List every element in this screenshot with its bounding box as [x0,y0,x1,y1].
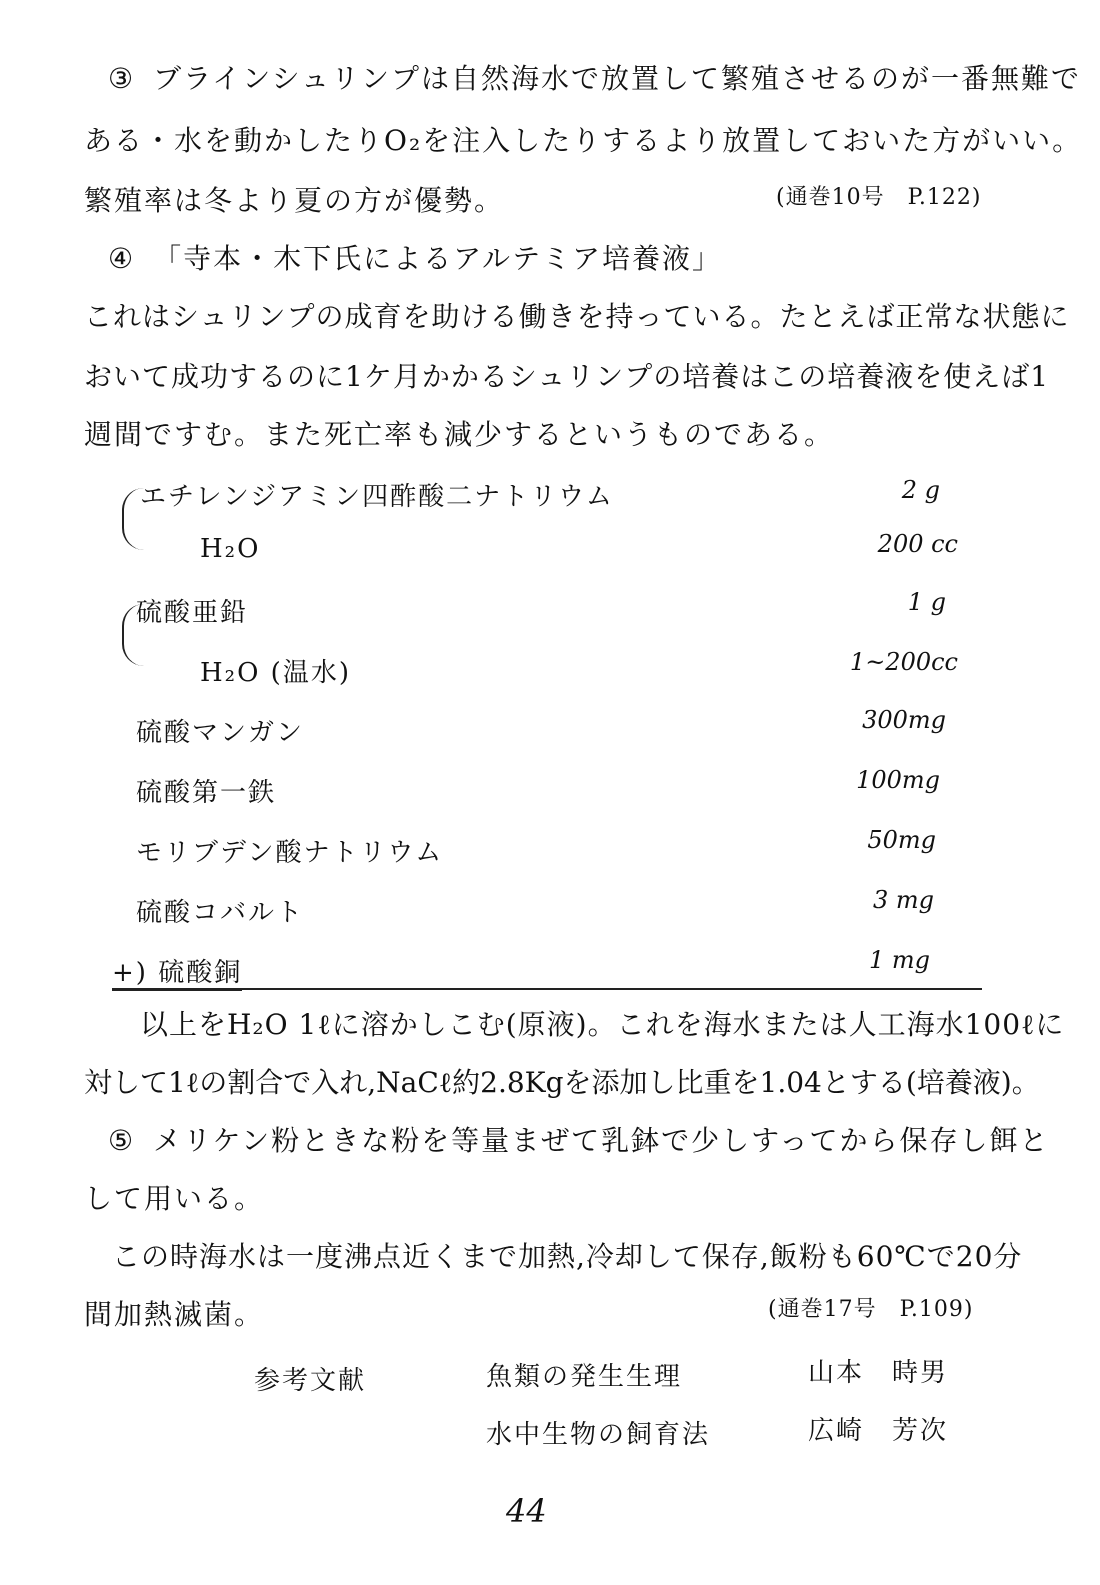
recipe-sum-rule [112,988,982,990]
recipe-item-name: +) 硫酸銅 [112,952,242,991]
recipe-item-amount: 1 g [907,588,946,616]
recipe-item-amount: 200 cc [877,530,958,558]
paragraph4-ref: (通巻17号 P.109) [768,1297,974,1322]
reference-author: 広崎 芳次 [808,1416,949,1446]
page-number: 44 [506,1492,547,1530]
paragraph1-mark: ③ [108,62,136,95]
paragraph2-line3: 週間ですむ。また死亡率も減少するというものである。 [84,418,835,451]
recipe-item-amount: 3 mg [872,886,934,914]
recipe-item-name: H₂O [200,534,261,564]
paragraph4-line1: ⑤ メリケン粉ときな粉を等量まぜて乳鉢で少しすってから保存し餌と [108,1124,1050,1157]
paragraph1-line2: ある・水を動かしたりO₂を注入したりするより放置しておいた方がいい。 [84,124,1083,157]
paragraph4-mark: ⑤ [108,1124,136,1157]
recipe-item-amount: 1 mg [868,946,930,974]
recipe-item-amount: 2 g [901,476,940,504]
paragraph4-line2: して用いる。 [84,1182,265,1215]
paragraph4-line3: この時海水は一度沸点近くまで加熱,冷却して保存,飯粉も60℃で20分 [112,1240,1023,1273]
paragraph1-ref: (通巻10号 P.122) [776,185,982,210]
recipe-item-amount: 300mg [862,706,946,734]
paragraph1-line3: 繁殖率は冬より夏の方が優勢。 [84,184,505,217]
paragraph2-mark: ④ [108,242,136,275]
recipe-item-name: 硫酸コバルト [136,898,305,928]
references-label: 参考文献 [254,1366,367,1396]
recipe-item-name: 硫酸マンガン [136,718,305,748]
paragraph2-line1: これはシュリンプの成育を助ける働きを持っている。たとえば正常な状態に [84,300,1070,333]
paragraph3-line1: 以上をH₂O 1ℓに溶かしこむ(原液)。これを海水または人工海水100ℓに [140,1008,1065,1041]
reference-title: 水中生物の飼育法 [486,1420,711,1450]
recipe-item-amount: 100mg [856,766,940,794]
recipe-item-amount: 1~200cc [849,648,958,676]
recipe-item-amount: 50mg [867,826,936,854]
paragraph3-line2: 対して1ℓの割合で入れ,NaCℓ約2.8Kgを添加し比重を1.04とする(培養液)。 [84,1066,1040,1099]
reference-author: 山本 時男 [808,1358,949,1388]
recipe-item-name: 硫酸亜鉛 [136,598,249,628]
reference-title: 魚類の発生生理 [486,1362,683,1392]
paragraph2-heading-line [108,242,722,276]
paragraph1-line1: ③ ブラインシュリンプは自然海水で放置して繁殖させるのが一番無難で [108,62,1082,95]
recipe-item-name: エチレンジアミン四酢酸二ナトリウム [140,482,614,512]
paragraph2-heading: 「寺本・木下氏によるアルテミア培養液」 [153,242,722,275]
paragraph2-line2: おいて成功するのに1ケ月かかるシュリンプの培養はこの培養液を使えば1 [84,360,1050,393]
recipe-item-name: H₂O (温水) [200,658,351,688]
recipe-item-name: 硫酸第一鉄 [136,778,277,808]
recipe-item-name: モリブデン酸ナトリウム [136,838,444,868]
paragraph4-line4: 間加熱滅菌。 [84,1298,265,1331]
